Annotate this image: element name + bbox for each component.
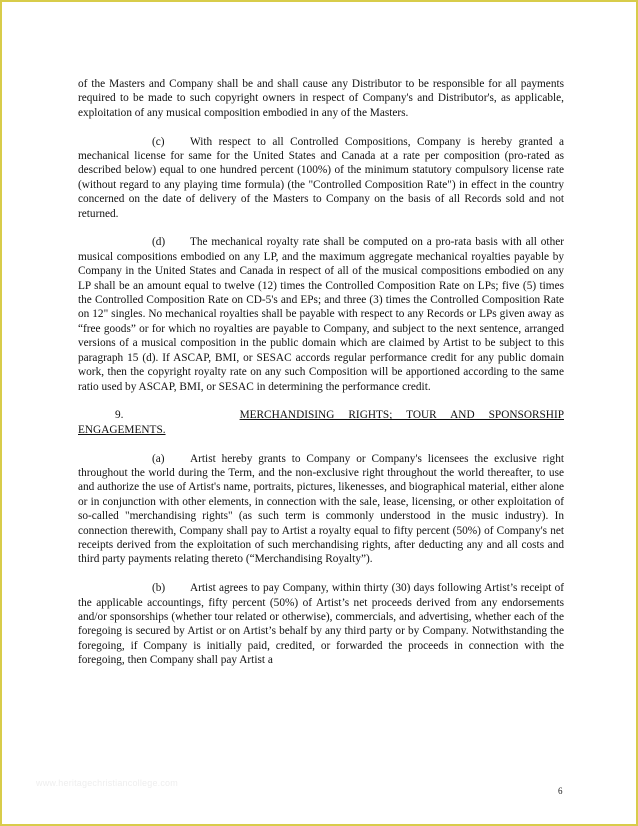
paragraph-c-text: With respect to all Controlled Compositions, Company is hereby granted a mechanical license for same for the United States and Canada at a rate per composition (pro-rated as described below) equal to one hundred percent (100%) of the minimum statutory compulsory license rate (without regard to any playing time formula) (the "Controlled Composition Rate") in effect in the country concerned on the date of delivery of the Masters to Company on the basis of all Records sold and not returned. (78, 135, 564, 220)
section-heading-continuation (78, 423, 564, 437)
watermark-text: www.heritagechristiancollege.com (36, 778, 178, 788)
paragraph-continuation: of the Masters and Company shall be and shall cause any Distributor to be responsible for all payments required to be made to such copyright owners in respect of Company's and Distributor's, as applicable, exploitation of any musical composition embodied in any of the Masters. (78, 78, 564, 119)
paragraph-d (78, 235, 564, 393)
section-heading-line2: ENGAGEMENTS. (78, 423, 166, 436)
paragraph-a (78, 452, 564, 567)
document-body (78, 77, 564, 668)
paragraph-b-text: Artist agrees to pay Company, within thirty (30) days following Artist’s receipt of the applicable accountings, fifty percent (50%) of Artist’s net proceeds derived from any endorsements and/or sponsorships (whether tour related or otherwise), commercials, and advertising, whether each of the foregoing is secured by Artist or on Artist’s behalf by any third party or by Company. Notwithstanding the foregoing, if Company is initially paid, credited, or forwarded the proceeds in connection with the foregoing, then Company shall pay Artist a (78, 582, 564, 667)
document-page (2, 2, 636, 824)
paragraph-label-a: (a) (152, 452, 165, 465)
section-heading-line1: MERCHANDISING RIGHTS; TOUR AND SPONSORSHIP (239, 409, 564, 422)
paragraph-b (78, 581, 564, 667)
paragraph-a-text: Artist hereby grants to Company or Company's licensees the exclusive right throughout the world during the Term, and the non-exclusive right throughout the world thereafter, to use and authorize the use of Artist's name, portraits, pictures, likenesses, and biographical material, either alone or in conjunction with other elements, in connection with the sale, lease, licensing, or other exploitation of so-called "merchandising rights" (as such term is commonly understood in the music industry). In connection therewith, Company shall pay to Artist a royalty equal to fifty percent (50%) of Company's net receipts derived from the exploitation of such merchandising rights, after deducting any and all costs and third party payments relating thereto (“Merchandising Royalty”). (78, 452, 564, 566)
paragraph-d-text: The mechanical royalty rate shall be computed on a pro-rata basis with all other musical compositions embodied on any LP, and the maximum aggregate mechanical royalties payable by Company in the United States and Canada in respect of all of the musical compositions embodied on any LP shall be an amount equal to twelve (12) times the Controlled Composition Rate on LPs; five (5) times the Controlled Composition Rate on CD-5's and EPs; and three (3) times the Controlled Composition Rate on 12" singles. No mechanical royalties shall be payable with respect to any Records or LPs given away as “free goods” or for which no royalties are payable to Company, and subject to the next sentence, arranged versions of a musical composition in the public domain which are claimed by Artist to be subject to this paragraph 15 (d). If ASCAP, BMI, or SESAC accords regular performance credit for any public domain work, then the copyright royalty rate on any such Composition will be apportioned according to the same ratio used by ASCAP, BMI, or SESAC in determining the performance credit. (78, 236, 564, 393)
section-heading (78, 408, 564, 422)
paragraph-label-b: (b) (152, 582, 166, 595)
section-number: 9. (115, 409, 124, 422)
page-number: 6 (558, 786, 563, 796)
paragraph-label-c: (c) (152, 135, 165, 148)
paragraph-c (78, 135, 564, 221)
paragraph-label-d: (d) (152, 236, 166, 249)
